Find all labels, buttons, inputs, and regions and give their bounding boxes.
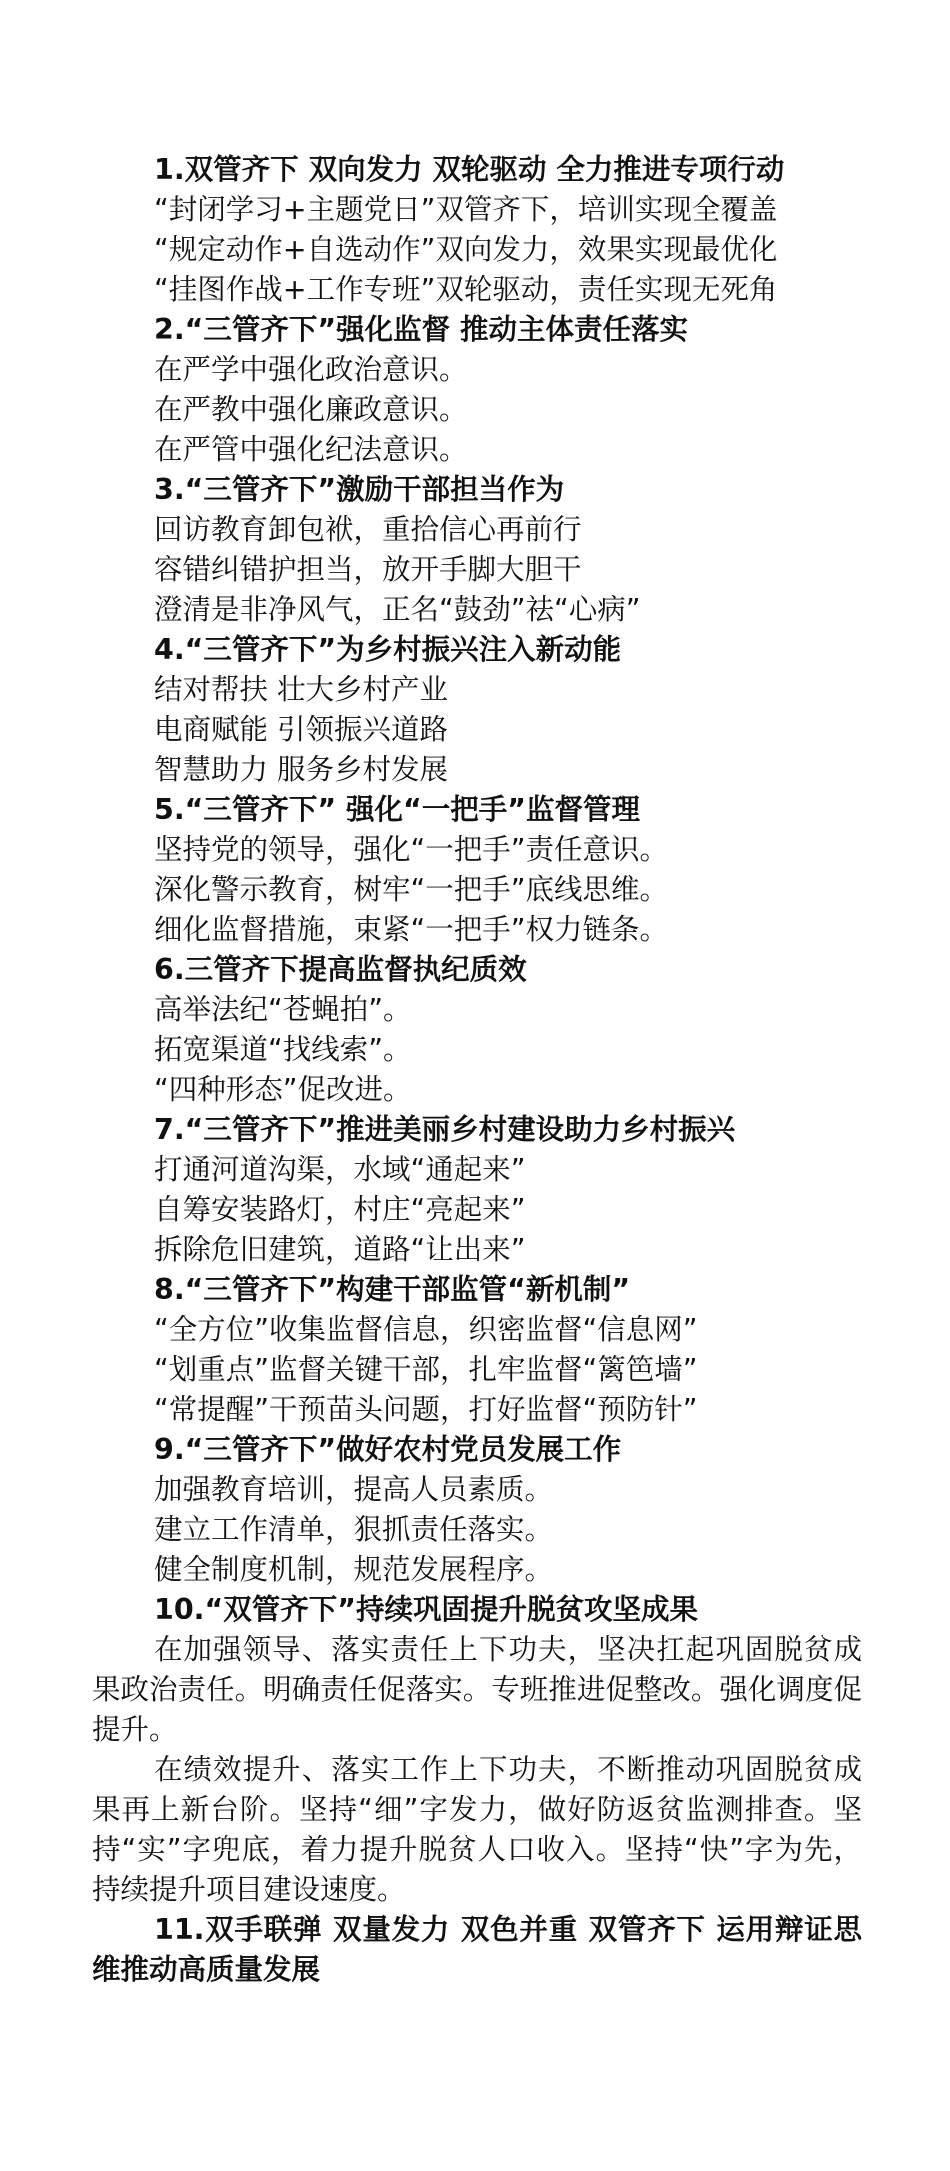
section-heading-2: 2.“三管齐下”强化监督 推动主体责任落实 [154,313,689,346]
text-line: 在严学中强化政治意识。 [154,353,468,386]
text-line: 高举法纪“苍蝇拍”。 [154,993,412,1026]
section-heading-4: 4.“三管齐下”为乡村振兴注入新动能 [154,633,622,666]
section-heading-5: 5.“三管齐下” 强化“一把手”监督管理 [154,793,641,826]
text-line: 结对帮扶 壮大乡村产业 [154,673,449,706]
text-line: “四种形态”促改进。 [154,1073,412,1106]
text-line: 坚持党的领导，强化“一把手”责任意识。 [154,833,669,866]
text-line: 深化警示教育，树牢“一把手”底线思维。 [154,873,669,906]
text-line: 在严教中强化廉政意识。 [154,393,468,426]
text-line: “划重点”监督关键干部，扎牢监督“篱笆墙” [154,1353,698,1386]
section-heading-3: 3.“三管齐下”激励干部担当作为 [154,473,565,506]
text-line: 在严管中强化纪法意识。 [154,433,468,466]
text-line: 细化监督措施，束紧“一把手”权力链条。 [154,913,669,946]
section-heading-1: 1.双管齐下 双向发力 双轮驱动 全力推进专项行动 [154,153,785,186]
text-line: “常提醒”干预苗头问题，打好监督“预防针” [154,1393,698,1426]
text-line: 打通河道沟渠，水域“通起来” [154,1153,526,1186]
section-heading-10: 10.“双管齐下”持续巩固提升脱贫攻坚成果 [154,1593,698,1626]
text-line: 回访教育卸包袱，重拾信心再前行 [154,513,582,546]
text-line: 容错纠错护担当，放开手脚大胆干 [154,553,582,586]
document-body [92,150,862,1990]
text-line: “全方位”收集监督信息，织密监督“信息网” [154,1313,698,1346]
text-line: “封闭学习+主题党日”双管齐下，培训实现全覆盖 [154,193,778,226]
text-line: 拓宽渠道“找线索”。 [154,1033,412,1066]
section-heading-11: 11.双手联弹 双量发力 双色并重 双管齐下 运用辩证思维推动高质量发展 [92,1913,862,1986]
section-heading-9: 9.“三管齐下”做好农村党员发展工作 [154,1433,622,1466]
text-line: 加强教育培训，提高人员素质。 [154,1473,554,1506]
text-line: 电商赋能 引领振兴道路 [154,713,449,746]
text-line: 智慧助力 服务乡村发展 [154,753,449,786]
text-line: 健全制度机制，规范发展程序。 [154,1553,554,1586]
section-heading-8: 8.“三管齐下”构建干部监管“新机制” [154,1273,631,1306]
body-paragraph: 在加强领导、落实责任上下功夫，坚决扛起巩固脱贫成果政治责任。明确责任促落实。专班推进促整改。强化调度促提升。 [92,1633,862,1746]
section-heading-7: 7.“三管齐下”推进美丽乡村建设助力乡村振兴 [154,1113,736,1146]
section-heading-6: 6.三管齐下提高监督执纪质效 [154,953,527,986]
text-line: “挂图作战+工作专班”双轮驱动，责任实现无死角 [154,273,778,306]
text-line: 自筹安装路灯，村庄“亮起来” [154,1193,526,1226]
body-paragraph: 在绩效提升、落实工作上下功夫，不断推动巩固脱贫成果再上新台阶。坚持“细”字发力，做好防返贫监测排查。坚持“实”字兜底，着力提升脱贫人口收入。坚持“快”字为先，持续提升项目建设速度。 [92,1753,862,1906]
text-line: 拆除危旧建筑，道路“让出来” [154,1233,526,1266]
text-line: 建立工作清单，狠抓责任落实。 [154,1513,554,1546]
text-line: 澄清是非净风气，正名“鼓劲”祛“心病” [154,593,641,626]
text-line: “规定动作+自选动作”双向发力，效果实现最优化 [154,233,778,266]
